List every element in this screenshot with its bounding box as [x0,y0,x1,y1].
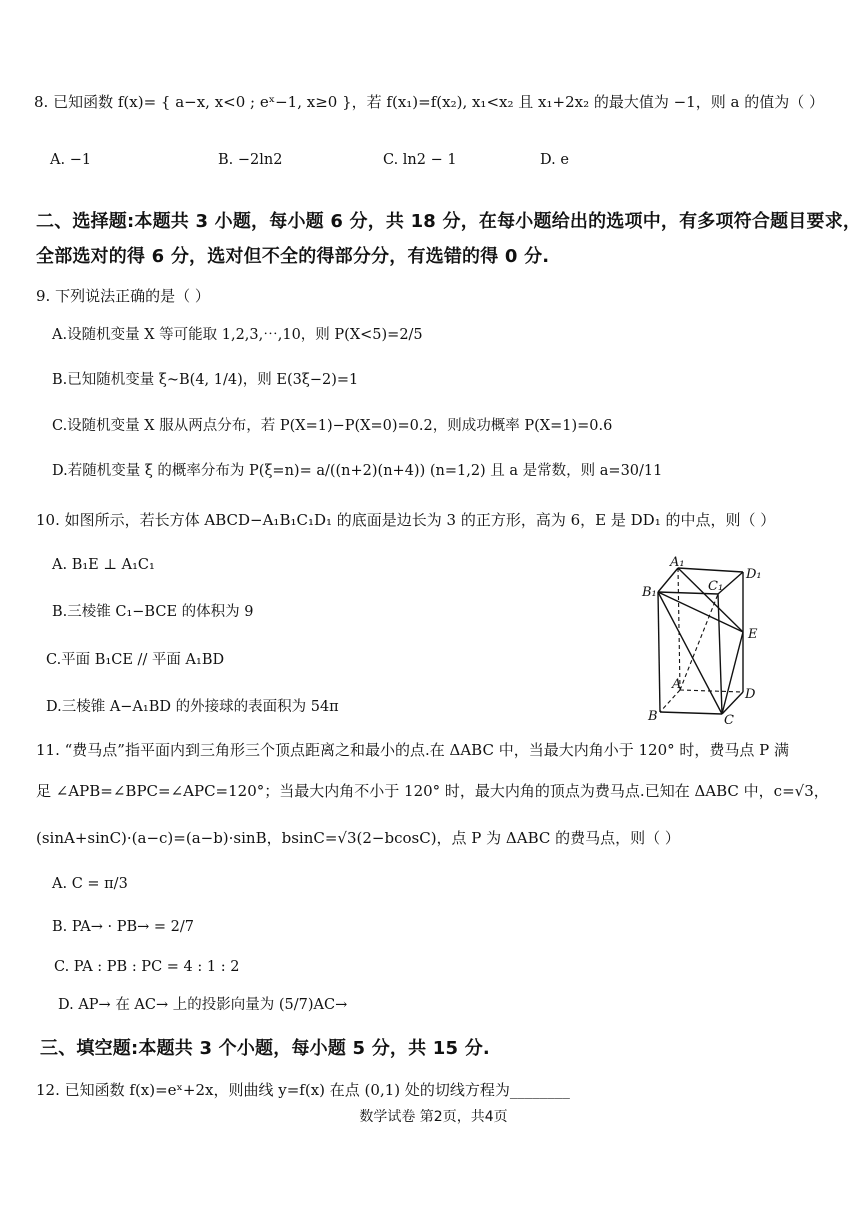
label-e: E [748,627,758,642]
q11-stem-line1: 11. “费马点”指平面内到三角形三个顶点距离之和最小的点.在 ΔABC 中，当最大内角小于 120° 时，费马点 P 满 [36,741,790,759]
q12-stem: 12. 已知函数 f(x)=eˣ+2x，则曲线 y=f(x) 在点 (0,1) 处的切线方程为________ [36,1081,570,1099]
q8-option-b: B. −2ln2 [218,152,283,168]
q8-option-c: C. ln2 − 1 [383,152,457,168]
label-b1: B₁ [642,585,657,600]
q8-option-a: A. −1 [50,152,92,168]
page-footer: 数学试卷 第2页，共4页 [359,1109,508,1125]
q10-option-c: C.平面 B₁CE // 平面 A₁BD [46,652,225,668]
label-d: D [745,687,756,702]
section3-heading: 三、填空题:本题共 3 个小题，每小题 5 分，共 15 分. [40,1038,490,1059]
q10-option-d: D.三棱锥 A−A₁BD 的外接球的表面积为 54π [46,699,339,715]
q10-option-a: A. B₁E ⊥ A₁C₁ [52,557,155,573]
q8-option-d: D. e [540,152,569,168]
section2-heading-line1: 二、选择题:本题共 3 小题，每小题 6 分，共 18 分，在每小题给出的选项中，有多项符合题目要求， [36,211,862,232]
q11-option-c: C. PA : PB : PC = 4 : 1 : 2 [54,959,240,975]
label-a: A [672,677,682,692]
label-c1: C₁ [708,579,724,594]
q10-option-b: B.三棱锥 C₁−BCE 的体积为 9 [52,604,254,620]
label-a1: A₁ [670,555,685,570]
cuboid-figure [640,552,780,732]
q9-option-b: B.已知随机变量 ξ~B(4, 1/4)，则 E(3ξ−2)=1 [52,372,359,388]
q10-stem: 10. 如图所示，若长方体 ABCD−A₁B₁C₁D₁ 的底面是边长为 3 的正方形，高为 6，E 是 DD₁ 的中点，则（ ） [36,511,776,529]
section2-heading-line2: 全部选对的得 6 分，选对但不全的得部分分，有选错的得 0 分. [36,246,550,267]
q9-option-d: D.若随机变量 ξ 的概率分布为 P(ξ=n)= a/((n+2)(n+4)) (n=1,2) 且 a 是常数，则 a=30/11 [52,463,663,479]
q9-option-a: A.设随机变量 X 等可能取 1,2,3,⋯,10，则 P(X<5)=2/5 [52,327,423,343]
label-c: C [724,713,734,728]
label-d1: D₁ [746,567,762,582]
q11-stem-line3: (sinA+sinC)·(a−c)=(a−b)·sinB，bsinC=√3(2−bcosC)，点 P 为 ΔABC 的费马点，则（ ） [36,829,680,847]
q9-option-c: C.设随机变量 X 服从两点分布，若 P(X=1)−P(X=0)=0.2，则成功概率 P(X=1)=0.6 [52,418,613,434]
q9-stem: 9. 下列说法正确的是（ ） [36,287,210,305]
q8-stem: 8. 已知函数 f(x)= { a−x, x<0 ; eˣ−1, x≥0 }，若 f(x₁)=f(x₂), x₁<x₂ 且 x₁+2x₂ 的最大值为 −1，则 a 的值为（ ） [34,93,824,111]
q11-option-b: B. PA→ · PB→ = 2/7 [52,919,195,935]
q11-option-d: D. AP→ 在 AC→ 上的投影向量为 (5/7)AC→ [58,997,348,1013]
label-b: B [648,709,658,724]
q11-stem-line2: 足 ∠APB=∠BPC=∠APC=120°；当最大内角不小于 120° 时，最大内角的顶点为费马点.已知在 ΔABC 中，c=√3， [36,782,829,800]
q11-option-a: A. C = π/3 [52,876,128,892]
